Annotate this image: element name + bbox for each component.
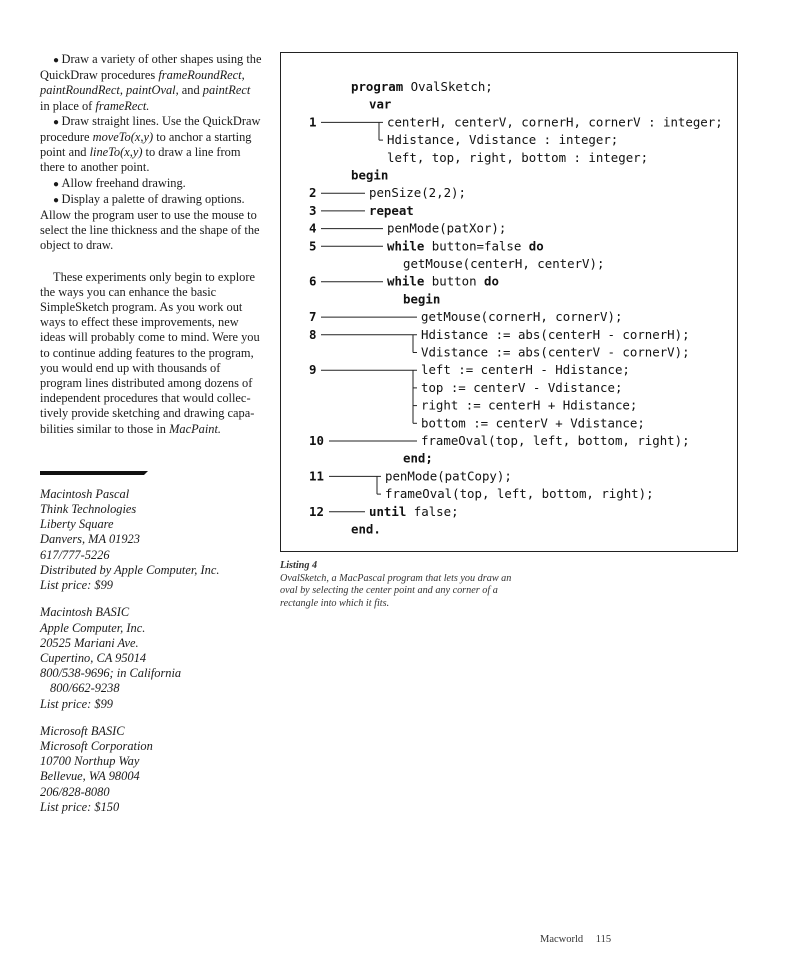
code-token: frameOval(top, left, bottom, right);	[385, 486, 654, 502]
suggestion-list	[40, 52, 262, 254]
bullet-item	[40, 192, 262, 254]
callout-number: 1	[309, 114, 317, 130]
text-run: in place of	[40, 98, 96, 113]
code-line	[421, 380, 622, 395]
code-line	[369, 504, 459, 519]
code-token: Hdistance := abs(centerH - cornerH);	[421, 326, 690, 342]
code-keyword: while	[387, 238, 425, 254]
callout-number: 4	[309, 220, 317, 236]
text-run: moveTo(x,y)	[92, 130, 154, 145]
code-token: OvalSketch;	[403, 79, 493, 94]
code-line	[351, 79, 493, 94]
text-run: These experiments only begin to explore the ways you can enhance the basic SimpleSketch program. As you work out ways to effect these improvements, new ideas will probably come to mind. Were you to continue adding features to the program, you would end up with thousands of program lines distributed among dozens of independent procedures that would collectively provide sketching and drawing capabilities similar to those in	[40, 269, 260, 436]
code-token: button	[424, 273, 484, 289]
vendor-line: Microsoft Corporation	[40, 738, 153, 753]
code-token: frameOval(top, left, bottom, right);	[421, 433, 690, 448]
vendor-list	[40, 487, 262, 815]
text-run: frameRect.	[95, 98, 150, 113]
code-line	[351, 522, 381, 537]
page-number: 115	[595, 934, 612, 945]
article-text-column	[40, 52, 262, 815]
code-keyword: begin	[351, 167, 389, 183]
code-line	[387, 132, 618, 147]
code-line	[369, 185, 466, 200]
vendor-block	[40, 605, 262, 711]
page-footer	[540, 934, 621, 945]
code-line	[387, 221, 506, 236]
code-line	[421, 415, 645, 430]
vendor-line: List price: $99	[40, 578, 113, 593]
code-token: right := centerH + Hdistance;	[421, 397, 638, 413]
caption-text: OvalSketch, a MacPascal program that lets you draw an oval by selecting the center point and any corner of a rectangle into which it fits.	[280, 572, 512, 609]
bullet-dot-icon: ●	[53, 178, 62, 190]
code-line	[421, 309, 622, 324]
bullet-dot-icon: ●	[53, 194, 62, 206]
code-keyword: begin	[403, 291, 441, 307]
code-keyword: end.	[351, 521, 381, 537]
code-token: top := centerV - Vdistance;	[421, 379, 623, 395]
code-token: penMode(patCopy);	[385, 468, 512, 484]
vendor-line: List price: $150	[40, 799, 120, 814]
callout-number: 11	[309, 468, 324, 484]
code-line	[403, 291, 440, 306]
closing-paragraph	[40, 270, 262, 437]
vendor-line: 800/662-9238	[50, 681, 120, 696]
code-line	[369, 97, 391, 112]
code-token: left, top, right, bottom : integer;	[387, 149, 649, 165]
vendor-line: 800/538-9696; in California	[40, 666, 182, 681]
callout-number: 9	[309, 362, 317, 378]
text-run: Display a palette of drawing options. Allow the program user to use the mouse to select the line thickness and the shape of the object to draw.	[40, 191, 260, 253]
code-token: Vdistance := abs(centerV - cornerV);	[421, 344, 690, 360]
vendor-line: 206/828-8080	[40, 784, 110, 799]
text-run: and	[178, 83, 203, 98]
vendor-line: Danvers, MA 01923	[40, 532, 140, 547]
code-token: getMouse(centerH, centerV);	[403, 256, 605, 271]
magazine-name: Macworld	[540, 934, 584, 945]
text-run: paintRect	[202, 83, 251, 98]
callout-number: 6	[309, 273, 317, 289]
code-line	[387, 274, 499, 289]
code-line	[385, 486, 654, 501]
callout-number: 10	[309, 433, 324, 448]
code-keyword: repeat	[369, 202, 414, 218]
code-keyword: while	[387, 273, 425, 289]
vendor-line: Cupertino, CA 95014	[40, 650, 147, 665]
code-keyword: do	[484, 273, 499, 289]
code-token: penMode(patXor);	[387, 220, 507, 236]
listing-caption	[280, 560, 520, 610]
vendor-line: 617/777-5226	[40, 547, 110, 562]
vendor-block	[40, 724, 262, 815]
code-token: left := centerH - Hdistance;	[421, 362, 630, 378]
callout-number: 5	[309, 238, 317, 254]
caption-title: Listing 4	[280, 560, 318, 571]
code-line	[421, 345, 690, 360]
code-token: penSize(2,2);	[369, 185, 466, 201]
text-run: to draw a line from there to another point.	[40, 145, 241, 175]
code-line	[421, 433, 690, 448]
bullet-dot-icon: ●	[53, 116, 62, 128]
code-keyword: do	[528, 238, 544, 254]
code-line	[403, 256, 604, 271]
code-token: centerH, centerV, cornerH, cornerV : integer;	[387, 114, 723, 130]
vendor-line: 10700 Northup Way	[40, 754, 140, 769]
section-divider	[40, 471, 144, 475]
callout-number: 12	[309, 503, 324, 519]
callout-number: 3	[309, 202, 317, 218]
vendor-line: Think Technologies	[40, 502, 137, 517]
bullet-item	[40, 52, 262, 114]
code-line	[369, 203, 414, 218]
vendor-line: List price: $99	[40, 696, 113, 711]
vendor-line: Apple Computer, Inc.	[40, 620, 146, 635]
text-run: Allow freehand drawing.	[61, 175, 186, 190]
vendor-line: Macintosh BASIC	[40, 605, 130, 620]
code-keyword: end;	[403, 450, 433, 466]
code-line	[403, 451, 433, 466]
code-token: getMouse(cornerH, cornerV);	[421, 309, 623, 325]
code-keyword: program	[351, 79, 404, 94]
vendor-line: Liberty Square	[40, 517, 114, 532]
vendor-block	[40, 487, 262, 593]
code-line	[387, 150, 648, 165]
code-listing	[281, 53, 739, 553]
code-keyword: var	[369, 96, 392, 112]
bullet-item	[40, 114, 262, 176]
callout-number: 2	[309, 185, 317, 201]
code-line	[351, 168, 388, 183]
vendor-line: 20525 Mariani Ave.	[40, 635, 139, 650]
code-line	[387, 238, 544, 253]
bullet-item	[40, 176, 262, 192]
bullet-dot-icon: ●	[53, 55, 62, 66]
text-run: MacPaint.	[169, 421, 222, 436]
text-run: to anchor a starting point and	[40, 130, 252, 160]
code-line	[385, 468, 512, 483]
text-run: Draw straight lines. Use the QuickDraw procedure	[40, 113, 261, 145]
code-listing-box	[280, 52, 738, 552]
vendor-line: Microsoft BASIC	[40, 723, 125, 738]
code-line	[421, 362, 630, 377]
code-line	[421, 398, 637, 413]
code-line	[421, 327, 690, 342]
callout-number: 7	[309, 309, 317, 325]
code-token: button=false	[424, 238, 529, 254]
code-token: Hdistance, Vdistance : integer;	[387, 132, 619, 148]
code-token: false;	[406, 503, 459, 519]
text-run: frameRoundRect, paintRoundRect, paintOval,	[40, 68, 245, 98]
vendor-line: Bellevue, WA 98004	[40, 769, 140, 784]
code-line	[387, 114, 723, 129]
callout-number: 8	[309, 326, 317, 342]
vendor-line: Macintosh Pascal	[40, 486, 130, 501]
text-run: lineTo(x,y)	[89, 145, 143, 160]
code-keyword: until	[369, 503, 407, 519]
vendor-line: Distributed by Apple Computer, Inc.	[40, 562, 220, 577]
code-token: bottom := centerV + Vdistance;	[421, 415, 645, 431]
text-run: Draw a variety of other shapes using the QuickDraw procedures	[40, 52, 262, 83]
